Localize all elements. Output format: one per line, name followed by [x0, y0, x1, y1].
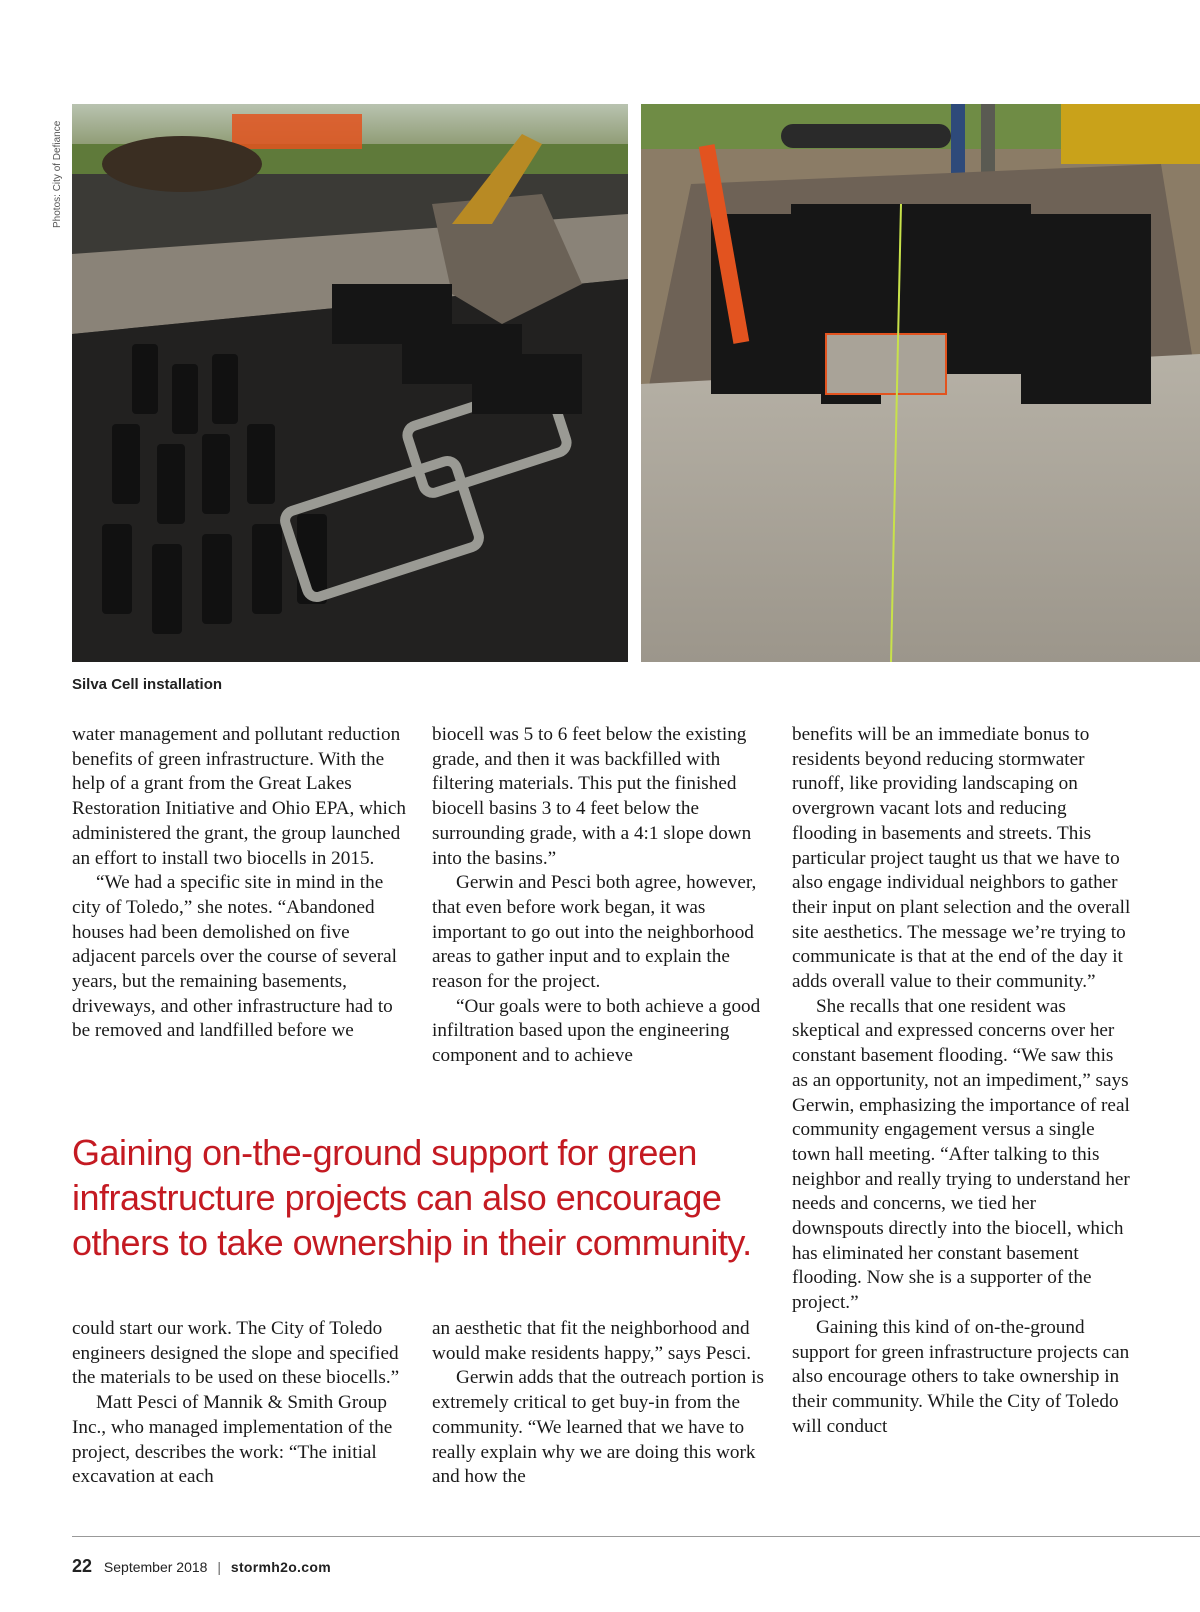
- article-paragraph: Gaining this kind of on-the-ground support for green infrastructure projects can also encourage others to take ownership in their community. While the City of Toledo will conduct: [792, 1316, 1130, 1437]
- article-paragraph: benefits will be an immediate bonus to residents beyond reducing stormwater runoff, like providing landscaping on overgrown vacant lots and reducing flooding in basements and streets. This particular project taught us that we have to also engage individual neighbors to gather their input on plant selection and the overall site aesthetics. The message we’re trying to communicate is that at the end of the day it adds overall value to their community.”: [792, 724, 1131, 993]
- article-paragraph: could start our work. The City of Toledo engineers designed the slope and specified the materials to be used on these biocells.”: [72, 1318, 400, 1389]
- footer-rule: [72, 1536, 1200, 1537]
- article-paragraph: Matt Pesci of Mannik & Smith Group Inc., who managed implementation of the project, describes the work: “The initial excavation at each: [72, 1392, 393, 1488]
- silva-cell-photo-right: [641, 104, 1200, 662]
- article-paragraph: “We had a specific site in mind in the city of Toledo,” she notes. “Abandoned houses had been demolished on five adjacent parcels over the course of several years, but the remaining basements, driveways, and other infrastructure had to be removed and landfilled before we: [72, 872, 397, 1042]
- article-paragraph: water management and pollutant reduction benefits of green infrastructure. With the help of a grant from the Great Lakes Restoration Initiative and Ohio EPA, which administered the grant, the group launched an effort to install two biocells in 2015.: [72, 724, 406, 869]
- article-paragraph: an aesthetic that fit the neighborhood and would make residents happy,” says Pesci.: [432, 1318, 752, 1364]
- column-1-bottom: [72, 1317, 412, 1490]
- site-link[interactable]: stormh2o.com: [230, 1559, 331, 1575]
- column-1-top: [72, 723, 412, 1044]
- page-number: 22: [72, 1556, 93, 1576]
- article-paragraph: biocell was 5 to 6 feet below the existing grade, and then it was backfilled with filtering materials. This put the finished biocell basins 3 to 4 feet below the surrounding grade, with a 4:1 slope down into the basins.”: [432, 724, 752, 869]
- issue-date: September 2018: [103, 1559, 208, 1575]
- footer-separator: |: [217, 1559, 221, 1575]
- photo-caption: Silva Cell installation: [72, 676, 223, 693]
- article-paragraph: “Our goals were to both achieve a good infiltration based upon the engineering component and to achieve: [432, 995, 761, 1067]
- photo-credit: [52, 108, 66, 228]
- article-paragraph: She recalls that one resident was skeptical and expressed concerns over her constant basement flooding. “We saw this as an opportunity, not an impediment,” says Gerwin, emphasizing the importance of real community engagement versus a single town hall meeting. “After talking to this neighbor and really trying to understand her needs and concerns, we tied her downspouts directly into the biocell, which has eliminated her constant basement flooding. Now she is a supporter of the project.”: [792, 995, 1130, 1314]
- column-2-top: [432, 723, 772, 1069]
- column-3: [792, 723, 1132, 1439]
- pull-quote: Gaining on-the-ground support for green infrastructure projects can also encourage others to take ownership in their community.: [72, 1132, 752, 1263]
- column-2-bottom: [432, 1317, 772, 1490]
- article-paragraph: Gerwin adds that the outreach portion is extremely critical to get buy-in from the community. “We learned that we have to really explain why we are doing this work and how the: [432, 1367, 764, 1488]
- page-footer: [72, 1556, 331, 1577]
- silva-cell-photo-left: [72, 104, 628, 662]
- article-paragraph: Gerwin and Pesci both agree, however, that even before work began, it was important to go out into the neighborhood areas to gather input and to explain the reason for the project.: [432, 872, 757, 993]
- photo-credit-text: Photos: City of Defiance: [52, 120, 63, 228]
